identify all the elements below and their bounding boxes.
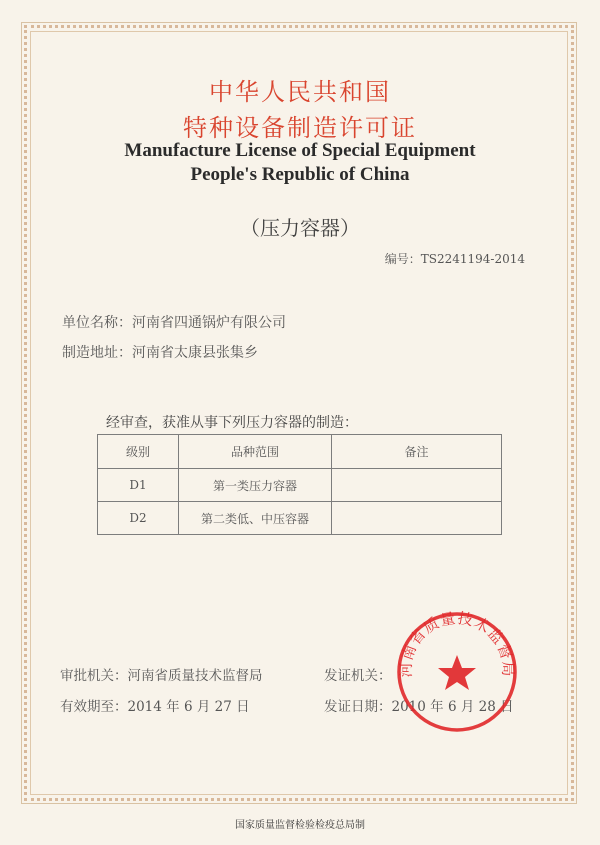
header-scope: 品种范围	[179, 435, 332, 469]
cell-remarks	[332, 502, 502, 535]
header-level: 级别	[98, 435, 179, 469]
cell-level: D2	[98, 502, 179, 535]
footer-issuer: 国家质量监督检验检疫总局制	[235, 820, 365, 831]
seal-star-icon	[438, 655, 476, 690]
license-number: 编号：TS2241194-2014	[384, 252, 525, 266]
cell-scope: 第二类低、中压容器	[179, 502, 332, 535]
issuer-field: 发证机关：	[324, 668, 392, 684]
table-header-row	[98, 435, 502, 469]
unit-name-field: 单位名称：河南省四通锅炉有限公司	[62, 315, 286, 331]
approver-field: 审批机关：河南省质量技术监督局	[60, 668, 263, 684]
issue-date-field: 发证日期：2010 年 6 月 28 日	[324, 699, 514, 715]
address-field: 制造地址：河南省太康县张集乡	[62, 345, 258, 361]
valid-until-field: 有效期至：2014 年 6 月 27 日	[60, 699, 250, 715]
title-license: 特种设备制造许可证	[183, 114, 417, 142]
table-row	[98, 502, 502, 535]
official-seal	[392, 607, 522, 737]
scope-table	[97, 434, 502, 535]
cell-remarks	[332, 469, 502, 502]
title-english-license: Manufacture License of Special Equipment	[124, 140, 476, 161]
cell-scope: 第一类压力容器	[179, 469, 332, 502]
header-remarks: 备注	[332, 435, 502, 469]
intro-text: 经审查，获准从事下列压力容器的制造：	[106, 415, 358, 431]
table-row	[98, 469, 502, 502]
subtitle-category: （压力容器）	[240, 216, 360, 240]
title-english-country: People's Republic of China	[190, 164, 410, 185]
cell-level: D1	[98, 469, 179, 502]
title-country: 中华人民共和国	[209, 78, 391, 106]
svg-text:河南省质量技术监督局: 河南省质量技术监督局	[396, 608, 518, 678]
